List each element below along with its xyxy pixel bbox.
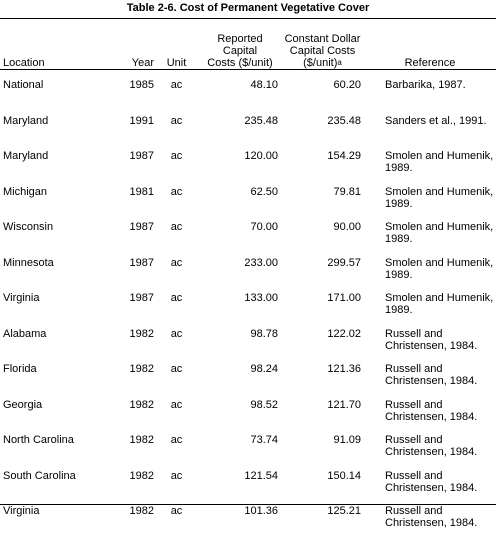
reference-line-2: Christensen, 1984. — [385, 481, 478, 494]
constant-cost-cell: 235.48 — [327, 114, 361, 127]
table-row — [0, 393, 496, 429]
location-cell: Virginia — [3, 505, 40, 517]
header-constant-line-2: Capital Costs — [289, 45, 356, 57]
constant-cost-cell: 91.09 — [333, 434, 361, 446]
reference-line-1: Barbarika, 1987. — [385, 79, 466, 91]
reported-cost-cell: 98.52 — [250, 398, 278, 411]
unit-cell: ac — [170, 79, 183, 91]
reported-cost-cell: 121.54 — [244, 469, 278, 482]
reference-line-1: Russell and — [385, 505, 443, 517]
location-cell: Florida — [3, 363, 37, 375]
reference-line-2: Christensen, 1984. — [385, 446, 478, 458]
header-reported-line-2: Costs ($/unit) — [207, 57, 273, 69]
reported-cost-cell: 70.00 — [250, 221, 278, 233]
header-location: Location — [3, 57, 45, 69]
reported-cost-cell: 73.74 — [250, 434, 278, 446]
location-cell: Alabama — [3, 327, 47, 340]
constant-cost-cell: 90.00 — [333, 221, 361, 233]
location-cell: Maryland — [3, 150, 49, 162]
constant-cost-cell: 60.20 — [333, 79, 361, 91]
footnote-marker: a — [337, 58, 342, 67]
reported-cost-cell: 233.00 — [244, 256, 278, 269]
location-cell: South Carolina — [3, 469, 76, 482]
reference-cell — [364, 144, 496, 180]
reference-cell — [364, 393, 496, 429]
year-cell: 1982 — [129, 398, 154, 411]
reference-line-2: Christensen, 1984. — [385, 375, 478, 387]
constant-cost-cell: 121.36 — [327, 363, 361, 375]
constant-cost-cell: 299.57 — [327, 256, 361, 269]
table-row — [0, 464, 496, 500]
constant-cost-cell: 121.70 — [327, 398, 361, 411]
unit-cell: ac — [170, 221, 183, 233]
year-cell: 1987 — [129, 256, 154, 269]
year-cell: 1985 — [129, 79, 154, 91]
header-constant-line-1: Constant Dollar — [284, 33, 361, 45]
bottom-rule — [0, 504, 496, 505]
header-reported-costs — [199, 19, 281, 73]
reference-cell — [364, 109, 496, 145]
year-cell: 1987 — [129, 150, 154, 162]
year-cell: 1982 — [129, 469, 154, 482]
unit-cell: ac — [170, 256, 183, 269]
unit-cell: ac — [170, 150, 183, 162]
location-cell: Maryland — [3, 114, 49, 127]
location-cell: Minnesota — [3, 256, 54, 269]
table-row — [0, 428, 496, 464]
reference-line-1: Sanders et al., 1991. — [385, 114, 487, 127]
location-cell: National — [3, 79, 44, 91]
table-row — [0, 286, 496, 322]
reported-cost-cell: 48.10 — [250, 79, 278, 91]
reference-cell — [364, 286, 496, 322]
location-cell: Michigan — [3, 185, 48, 198]
cost-table — [0, 19, 496, 535]
constant-cost-cell: 154.29 — [327, 150, 361, 162]
unit-cell: ac — [170, 398, 183, 411]
header-row — [0, 19, 496, 73]
reported-cost-cell: 120.00 — [244, 150, 278, 162]
reference-line-2: Christensen, 1984. — [385, 339, 478, 352]
year-cell: 1981 — [129, 185, 154, 198]
reference-line-1: Russell and — [385, 327, 443, 340]
reference-line-2: Christensen, 1984. — [385, 410, 478, 423]
reference-line-1: Smolen and Humenik, — [385, 256, 494, 269]
reference-line-1: Smolen and Humenik, — [385, 185, 494, 198]
reference-line-1: Russell and — [385, 469, 443, 482]
year-cell: 1982 — [129, 327, 154, 340]
reference-cell — [364, 464, 496, 500]
reported-cost-cell: 98.24 — [250, 363, 278, 375]
table-row — [0, 144, 496, 180]
reported-cost-cell: 101.36 — [244, 505, 278, 517]
reference-line-1: Russell and — [385, 363, 443, 375]
location-cell: North Carolina — [3, 434, 74, 446]
reported-cost-cell: 133.00 — [244, 292, 278, 304]
unit-cell: ac — [170, 434, 183, 446]
unit-cell: ac — [170, 114, 183, 127]
unit-cell: ac — [170, 185, 183, 198]
header-reference: Reference — [404, 57, 456, 69]
table-row — [0, 251, 496, 287]
unit-cell: ac — [170, 469, 183, 482]
header-constant-costs — [281, 19, 364, 73]
reported-cost-cell: 235.48 — [244, 114, 278, 127]
unit-cell: ac — [170, 292, 183, 304]
reference-line-1: Russell and — [385, 398, 443, 411]
table-row — [0, 109, 496, 145]
reported-cost-cell: 98.78 — [250, 327, 278, 340]
reference-line-1: Smolen and Humenik, — [385, 150, 494, 162]
reference-cell — [364, 180, 496, 216]
reference-line-2: 1989. — [385, 233, 413, 245]
table-body — [0, 73, 496, 535]
constant-cost-cell: 125.21 — [327, 505, 361, 517]
reference-line-2: 1989. — [385, 162, 413, 174]
reference-line-2: 1989. — [385, 304, 413, 316]
header-reported-line-1: Reported Capital — [217, 33, 263, 57]
reference-line-2: 1989. — [385, 197, 413, 210]
reference-cell — [364, 215, 496, 251]
header-year: Year — [131, 57, 154, 69]
location-cell: Virginia — [3, 292, 40, 304]
reference-cell — [364, 73, 496, 109]
reference-cell — [364, 428, 496, 464]
constant-cost-cell: 171.00 — [327, 292, 361, 304]
header-unit: Unit — [166, 57, 187, 69]
location-cell: Wisconsin — [3, 221, 54, 233]
table-row — [0, 322, 496, 358]
reference-line-2: 1989. — [385, 268, 413, 281]
table-row — [0, 215, 496, 251]
reference-cell — [364, 322, 496, 358]
unit-cell: ac — [170, 327, 183, 340]
year-cell: 1987 — [129, 221, 154, 233]
reference-cell — [364, 251, 496, 287]
table-title: Table 2-6. Cost of Permanent Vegetative Cover — [126, 2, 370, 14]
header-constant-unit: ($/unit) — [303, 57, 338, 69]
year-cell: 1982 — [129, 434, 154, 446]
reference-line-1: Smolen and Humenik, — [385, 292, 494, 304]
constant-cost-cell: 150.14 — [327, 469, 361, 482]
year-cell: 1991 — [129, 114, 154, 127]
constant-cost-cell: 122.02 — [327, 327, 361, 340]
constant-cost-cell: 79.81 — [333, 185, 361, 198]
reference-line-1: Russell and — [385, 434, 443, 446]
reference-line-2: Christensen, 1984. — [385, 517, 478, 529]
table-row — [0, 357, 496, 393]
year-cell: 1982 — [129, 505, 154, 517]
unit-cell: ac — [170, 363, 183, 375]
location-cell: Georgia — [3, 398, 43, 411]
header-constant-line-3 — [281, 57, 364, 69]
reference-line-1: Smolen and Humenik, — [385, 221, 494, 233]
table-row — [0, 180, 496, 216]
reference-cell — [364, 357, 496, 393]
year-cell: 1987 — [129, 292, 154, 304]
table-row — [0, 73, 496, 109]
year-cell: 1982 — [129, 363, 154, 375]
unit-cell: ac — [170, 505, 183, 517]
reported-cost-cell: 62.50 — [250, 185, 278, 198]
